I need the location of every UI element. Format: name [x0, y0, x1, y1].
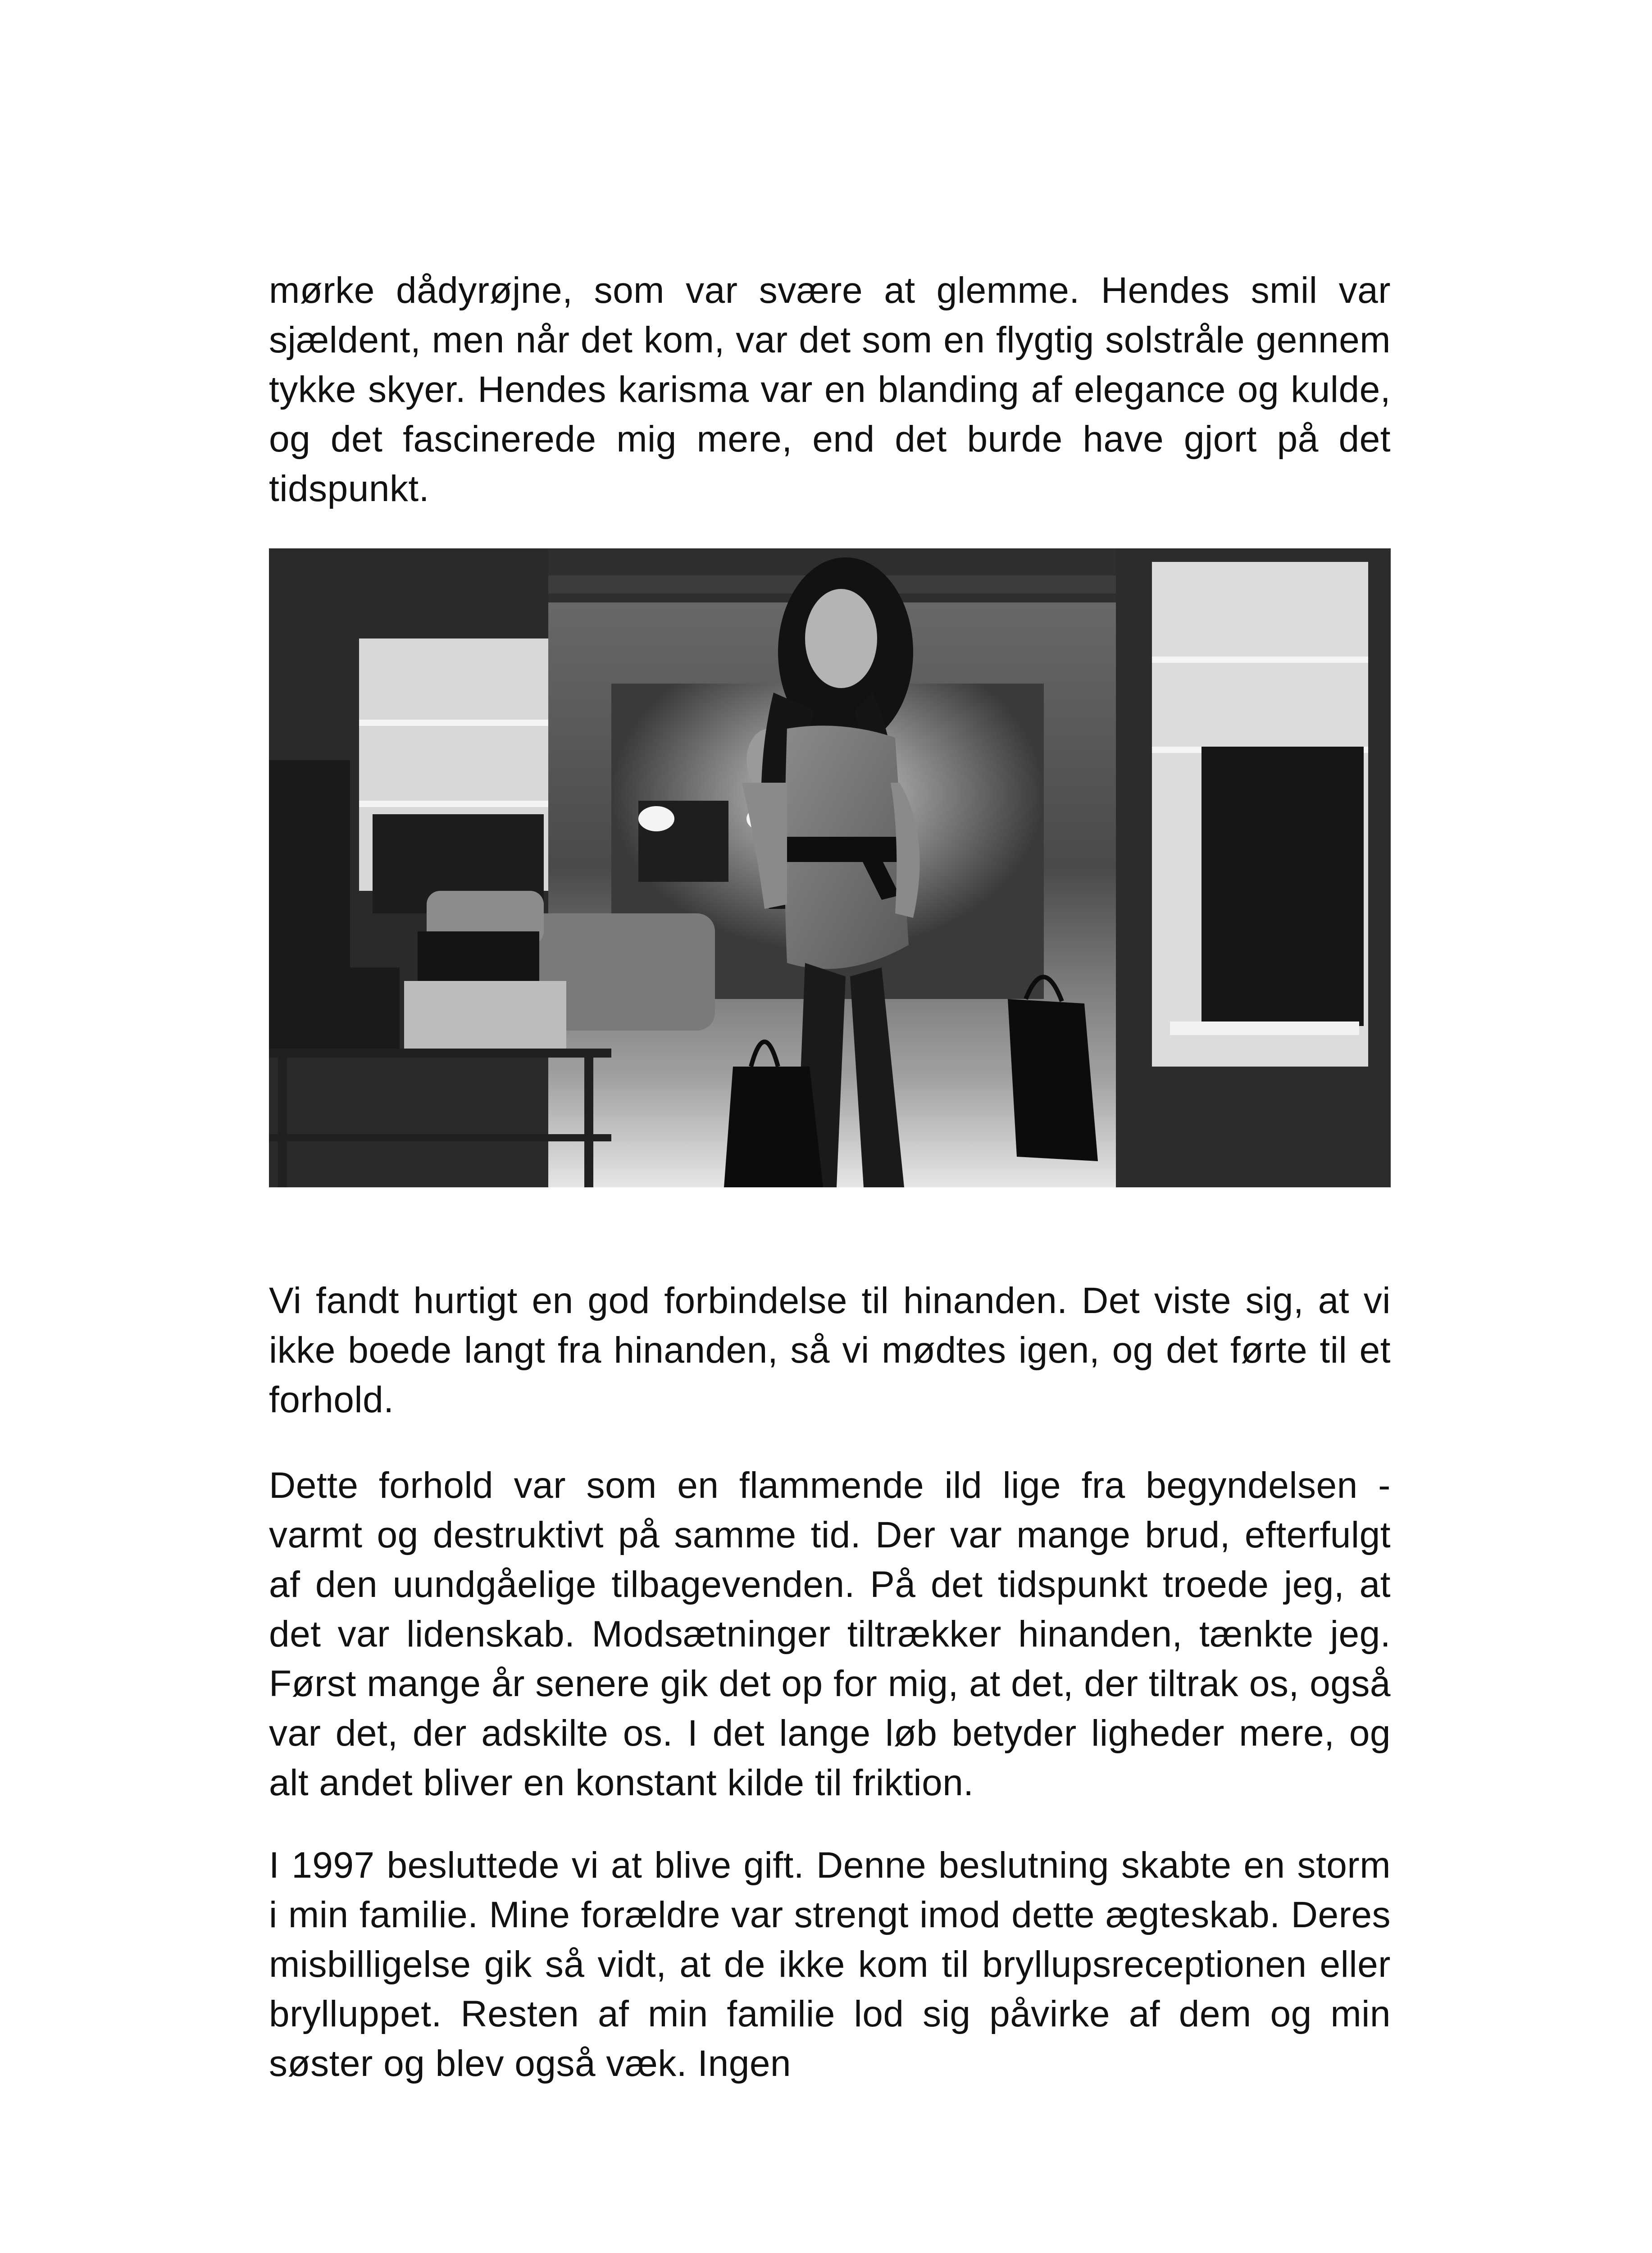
paragraph-2: Vi fandt hurtigt en god forbindelse til hinanden. Det viste sig, at vi ikke boede langt fra hinanden, så vi mødtes igen, og det førte til et forhold.: [269, 1280, 1391, 1420]
paragraph-4: I 1997 besluttede vi at blive gift. Denne beslutning skabte en storm i min familie. Mine forældre var strengt imod dette ægteskab. Deres misbilligelse gik så vidt, at de ikke kom til bryllupsreceptionen eller brylluppet. Resten af min familie lod sig påvirke af dem og min søster og blev også væk. Ingen: [269, 1845, 1391, 2084]
paragraph-3: Dette forhold var som en flammende ild lige fra begyndelsen - varmt og destruktivt på samme tid. Der var mange brud, efterfulgt af den uundgåelige tilbagevenden. På det tidspunkt troede jeg, at det var lidenskab. Modsætninger tiltrækker hinanden, tænkte jeg. Først mange år senere gik det op for mig, at det, der tiltrak os, også var det, der adskilte os. I det lange løb betyder ligheder mere, og alt andet bliver en konstant kilde til friktion.: [269, 1465, 1391, 1803]
boutique-photo: [269, 548, 1391, 1187]
paragraph-1: mørke dådyrøjne, som var svære at glemme. Hendes smil var sjældent, men når det kom, var det som en flygtig solstråle gennem tykke skyer. Hendes karisma var en blanding af elegance og kulde, og det fascinerede mig mere, end det burde have gjort på det tidspunkt.: [269, 270, 1391, 509]
